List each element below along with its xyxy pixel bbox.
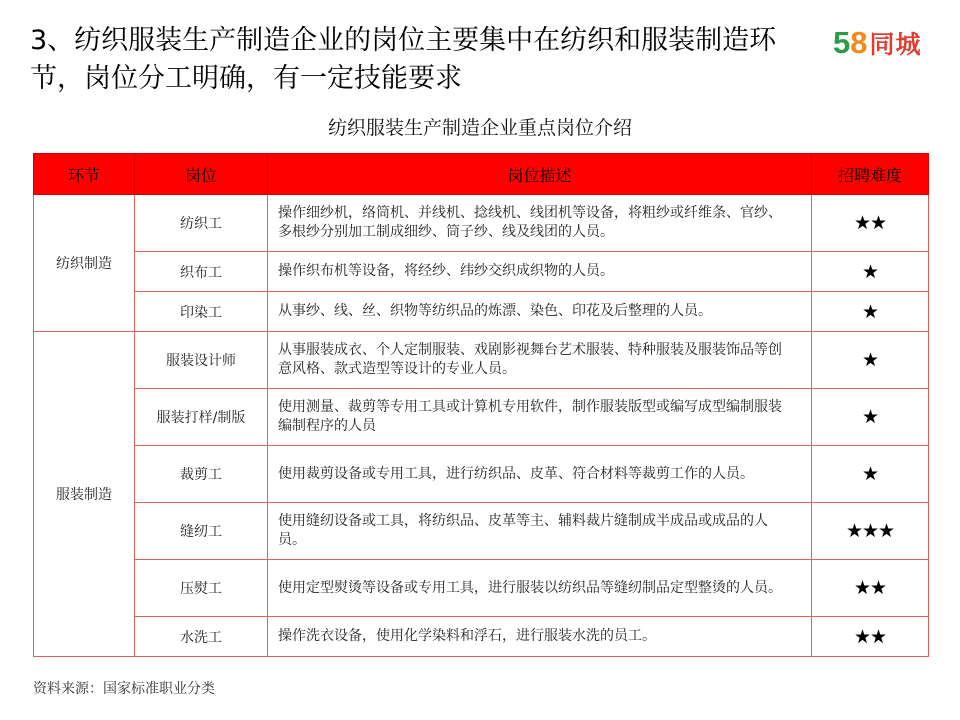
section-cell-textile: 纺织制造	[34, 195, 135, 332]
positions-table	[33, 153, 929, 657]
job-cell: 织布工	[135, 252, 268, 292]
description-cell: 使用定型熨烫等设备或专用工具，进行服装以纺织品等缝纫制品定型整烫的人员。	[268, 560, 812, 617]
job-cell: 印染工	[135, 292, 268, 332]
description-cell: 操作洗衣设备，使用化学染料和浮石，进行服装水洗的员工。	[268, 617, 812, 657]
table-row	[34, 252, 929, 292]
column-header-description: 岗位描述	[268, 154, 812, 195]
table-row	[34, 389, 929, 446]
job-cell: 服装设计师	[135, 332, 268, 389]
logo-digit-8: 8	[850, 25, 868, 60]
difficulty-stars: ★	[812, 389, 929, 446]
logo-digit-5: 5	[833, 25, 851, 60]
difficulty-stars: ★	[812, 292, 929, 332]
description-cell: 使用测量、裁剪等专用工具或计算机专用软件，制作服装版型或编写成型编制服装编制程序的人员	[268, 389, 812, 446]
source-note: 资料来源：国家标准职业分类	[33, 681, 215, 697]
column-header-difficulty: 招聘难度	[812, 154, 929, 195]
column-header-job: 岗位	[135, 154, 268, 195]
table-row	[34, 560, 929, 617]
job-cell: 压熨工	[135, 560, 268, 617]
difficulty-stars: ★★	[812, 195, 929, 252]
table-row	[34, 332, 929, 389]
description-cell: 从事纱、线、丝、织物等纺织品的炼漂、染色、印花及后整理的人员。	[268, 292, 812, 332]
table-row	[34, 195, 929, 252]
difficulty-stars: ★★	[812, 560, 929, 617]
table-row	[34, 446, 929, 503]
table-row	[34, 503, 929, 560]
job-cell: 纺织工	[135, 195, 268, 252]
description-cell: 操作细纱机，络筒机、并线机、捻线机、线团机等设备，将粗纱或纤维条、官纱、多根纱分别加工制成细纱、筒子纱、线及线团的人员。	[268, 195, 812, 252]
logo-text: 同城	[869, 30, 922, 59]
column-header-section: 环节	[34, 154, 135, 195]
job-cell: 缝纫工	[135, 503, 268, 560]
table-title: 纺织服装生产制造企业重点岗位介绍	[327, 117, 632, 139]
job-cell: 裁剪工	[135, 446, 268, 503]
job-cell: 水洗工	[135, 617, 268, 657]
difficulty-stars: ★	[812, 332, 929, 389]
table-row	[34, 292, 929, 332]
difficulty-stars: ★	[812, 446, 929, 503]
description-cell: 使用缝纫设备或工具，将纺织品、皮革等主、辅料裁片缝制成半成品或成品的人员。	[268, 503, 812, 560]
description-cell: 使用裁剪设备或专用工具，进行纺织品、皮革、符合材料等裁剪工作的人员。	[268, 446, 812, 503]
58-tongcheng-logo	[833, 26, 922, 60]
page-heading: 3、纺织服装生产制造企业的岗位主要集中在纺织和服装制造环节，岗位分工明确，有一定技能要求	[30, 25, 777, 94]
difficulty-stars: ★★★	[812, 503, 929, 560]
description-cell: 操作织布机等设备，将经纱、纬纱交织成织物的人员。	[268, 252, 812, 292]
section-cell-garment: 服装制造	[34, 332, 135, 657]
job-cell: 服装打样/制版	[135, 389, 268, 446]
table-header-row	[34, 154, 929, 195]
table-row	[34, 617, 929, 657]
difficulty-stars: ★★	[812, 617, 929, 657]
difficulty-stars: ★	[812, 252, 929, 292]
description-cell: 从事服装成衣、个人定制服装、戏剧影视舞台艺术服装、特种服装及服装饰品等创意风格、款式造型等设计的专业人员。	[268, 332, 812, 389]
